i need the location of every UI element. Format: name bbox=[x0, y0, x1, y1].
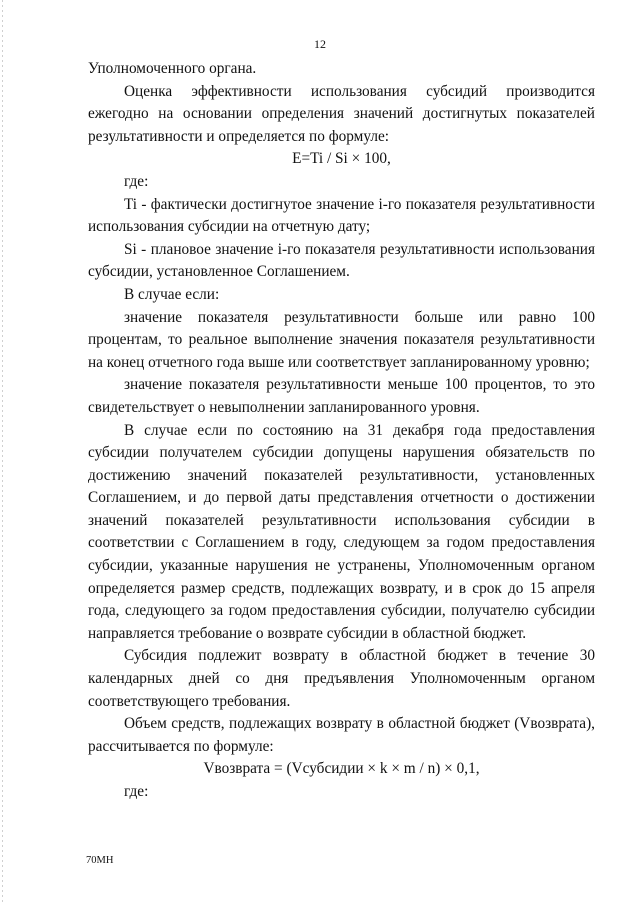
paragraph-ti-definition: Ti - фактически достигнутое значение i-го показателя результативности использования субсидии на отчетную дату; bbox=[88, 195, 595, 236]
scan-edge-mark bbox=[2, 0, 3, 905]
paragraph-return-volume: Объем средств, подлежащих возврату в областной бюджет (Vвозврата), рассчитывается по формуле: bbox=[88, 715, 595, 755]
paragraph-where: где: bbox=[124, 172, 149, 190]
paragraph-less-than-100: значение показателя результативности меньше 100 процентов, то это свидетельствует о невыполнении запланированного уровня. bbox=[88, 376, 595, 416]
paragraph-more-than-100: значение показателя результативности больше или равно 100 процентам, то реальное выполнение значения показателя результативности на конец отчетного года выше или соответствует запланированному уровню; bbox=[88, 308, 595, 371]
paragraph-si-definition: Si - плановое значение i-го показателя результативности использования субсидии, установленное Соглашением. bbox=[88, 240, 595, 281]
document-body bbox=[88, 58, 595, 804]
paragraph-return-term: Субсидия подлежит возврату в областной бюджет в течение 30 календарных дней со дня предъявления Уполномоченным органом соответствующего требования. bbox=[88, 647, 595, 710]
formula-efficiency: E=Ti / Si × 100, bbox=[292, 150, 391, 168]
document-code: 70МН bbox=[86, 855, 114, 866]
formula-return: Vвозврата = (Vсубсидии × k × m / n) × 0,1, bbox=[203, 760, 480, 778]
paragraph-if-case: В случае если: bbox=[124, 285, 220, 303]
paragraph-continuation: Уполномоченного органа. bbox=[88, 60, 257, 77]
paragraph-efficiency-assessment: Оценка эффективности использования субсидий производится ежегодно на основании определения значений достигнутых показателей результативности и определяется по формуле: bbox=[88, 82, 595, 145]
paragraph-where-2: где: bbox=[124, 783, 149, 800]
page-number: 12 bbox=[314, 37, 326, 51]
paragraph-violations: В случае если по состоянию на 31 декабря года предоставления субсидии получателем субсидии допущены нарушения обязательств по достижению значений показателей результативности, установленных Соглашением, и до первой даты представления отчетности о достижении значений показателей результативности использования субсидии в соответствии с Соглашением в году, следующем за годом предоставления субсидии, указанные нарушения не устранены, Уполномоченным органом определяется размер средств, подлежащих возврату, и в срок до 15 апреля года, следующего за годом предоставления субсидии, получателю субсидии направляется требование о возврате субсидии в областной бюджет. bbox=[88, 421, 595, 642]
